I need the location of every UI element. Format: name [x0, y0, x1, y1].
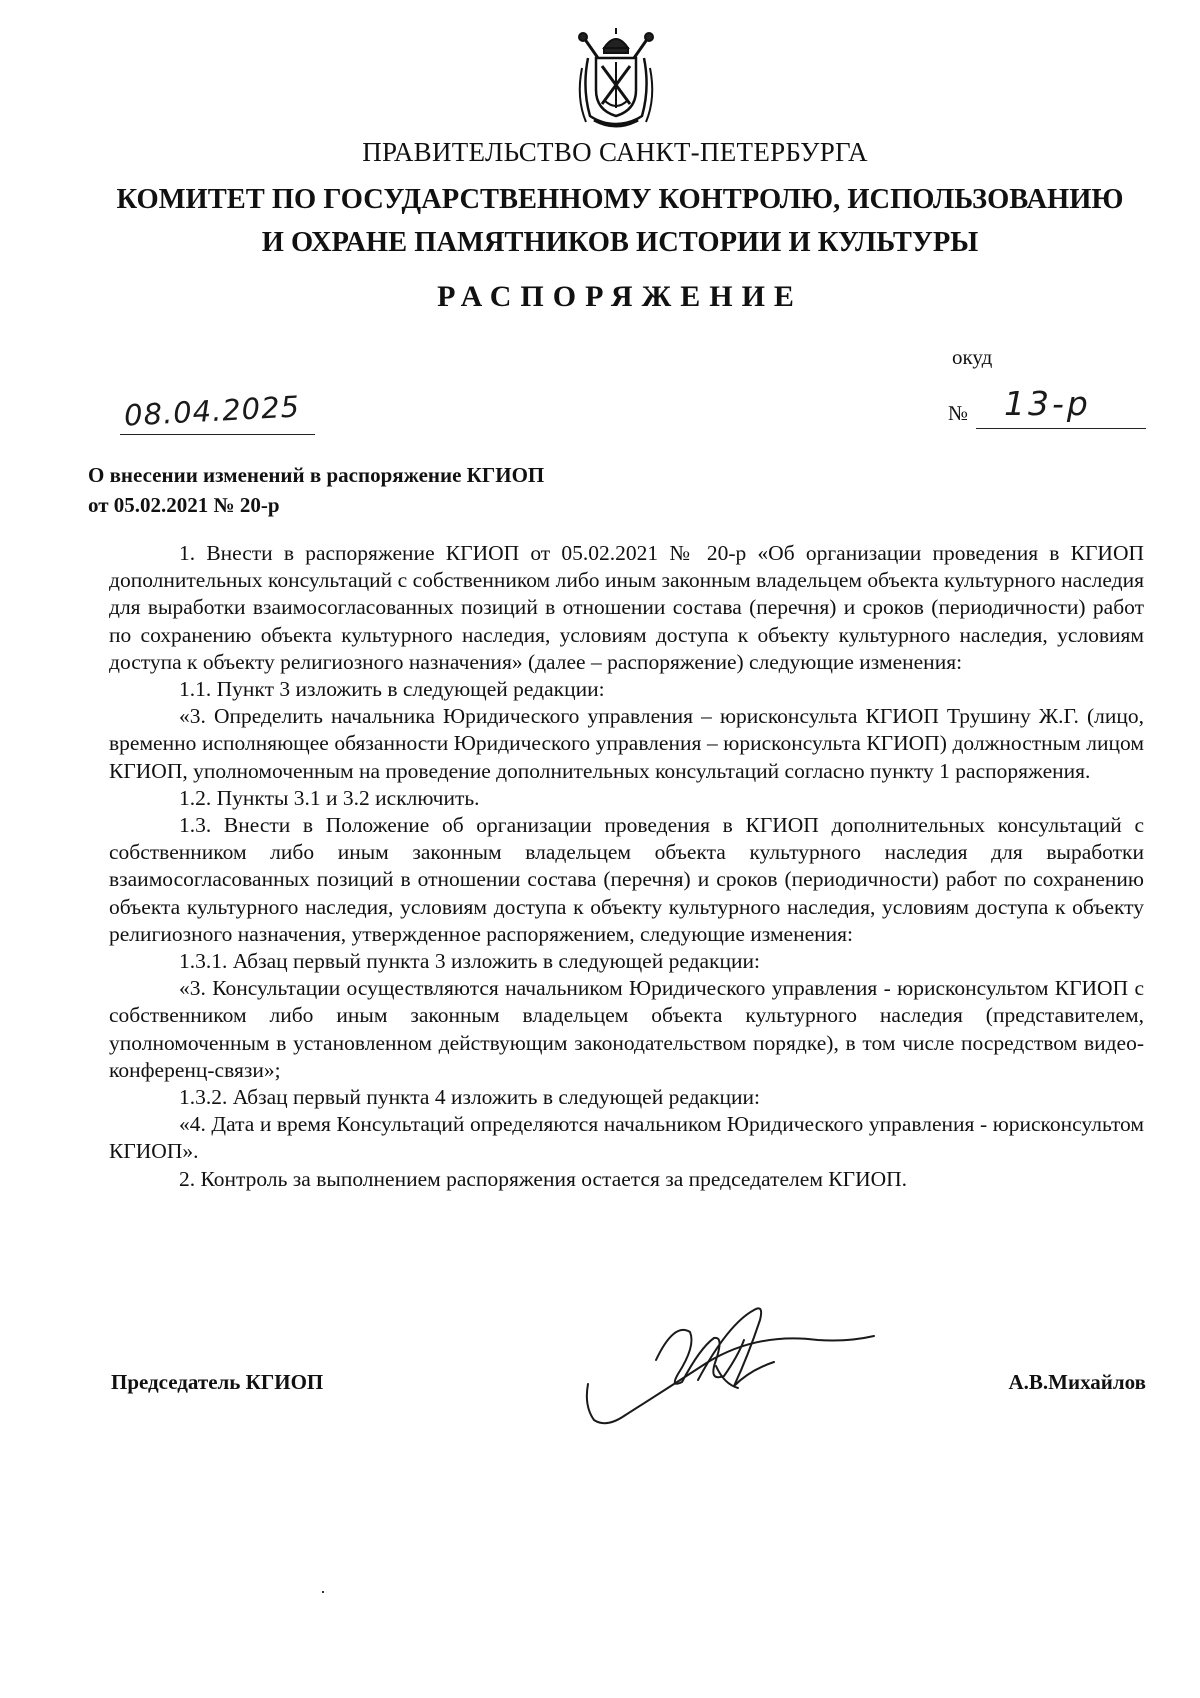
- paragraph: 1.3.1. Абзац первый пункта 3 изложить в следующей редакции:: [179, 949, 761, 974]
- handwritten-number: 13-р: [1004, 384, 1091, 423]
- paragraph: 1.2. Пункты 3.1 и 3.2 исключить.: [179, 785, 480, 810]
- document-body: [109, 540, 1144, 1193]
- document-type: РАСПОРЯЖЕНИЕ: [437, 280, 803, 313]
- paragraph: 1.3.2. Абзац первый пункта 4 изложить в следующей редакции:: [179, 1085, 761, 1110]
- number-label: №: [948, 401, 969, 425]
- paragraph: «3. Определить начальника Юридического управления – юрисконсульта КГИОП Трушину Ж.Г. (лицо, временно исполняющее обязанности Юридического управления – юрисконсульта КГИОП) должностным лицом КГИОП, уполномоченным на проведение дополнительных консультаций согласно пункту 1 распоряжения.: [109, 704, 1144, 783]
- government-title: ПРАВИТЕЛЬСТВО САНКТ-ПЕТЕРБУРГА: [362, 137, 868, 167]
- okud-label: окуд: [952, 345, 993, 369]
- date-field: [120, 389, 315, 435]
- subject-line-1: О внесении изменений в распоряжение КГИОП: [88, 463, 545, 487]
- scan-speck: [322, 1591, 324, 1593]
- paragraph: 1. Внести в распоряжение КГИОП от 05.02.2021 № 20-р «Об организации проведения в КГИОП дополнительных консультаций с собственником либо иным законным владельцем объекта культурного наследия для выработки взаимосогласованных позиций в отношении состава (перечня) и сроков (периодичности) работ по сохранению объекта культурного наследия, условиям доступа к объекту культурного наследия, условиям доступа к объекту религиозного назначения» (далее – распоряжение) следующие изменения:: [109, 541, 1144, 674]
- subject-line-2: от 05.02.2021 № 20-р: [88, 493, 280, 517]
- committee-title-line-2: И ОХРАНЕ ПАМЯТНИКОВ ИСТОРИИ И КУЛЬТУРЫ: [261, 227, 979, 258]
- signatory-name: А.В.Михайлов: [1008, 1370, 1146, 1394]
- committee-title-line-1: КОМИТЕТ ПО ГОСУДАРСТВЕННОМУ КОНТРОЛЮ, ИСПОЛЬЗОВАНИЮ: [116, 184, 1124, 215]
- handwritten-signature-icon: [578, 1296, 888, 1426]
- coat-of-arms-icon: [574, 28, 658, 130]
- committee-title: [0, 178, 1200, 264]
- handwritten-date: 08.04.2025: [123, 389, 301, 433]
- paragraph: 1.1. Пункт 3 изложить в следующей редакции:: [179, 677, 605, 702]
- paragraph: «3. Консультации осуществляются начальником Юридического управления - юрисконсультом КГИОП с собственником либо иным законным владельцем объекта культурного наследия (представителем, уполномоченным в установленном действующим законодательством порядке), в том числе посредством видео-конференц-связи»;: [109, 976, 1144, 1082]
- number-field: [976, 384, 1146, 429]
- paragraph: «4. Дата и время Консультаций определяются начальником Юридического управления - юрисконсультом КГИОП».: [109, 1112, 1144, 1164]
- document-subject: [88, 460, 544, 520]
- signatory-title: Председатель КГИОП: [111, 1370, 324, 1394]
- paragraph: 1.3. Внести в Положение об организации проведения в КГИОП дополнительных консультаций с собственником либо иным законным владельцем объекта культурного наследия для выработки взаимосогласованных позиций в отношении состава (перечня) и сроков (периодичности) работ по сохранению объекта культурного наследия, условиям доступа к объекту культурного наследия, условиям доступа к объекту религиозного назначения, утвержденное распоряжением, следующие изменения:: [109, 813, 1144, 946]
- paragraph: 2. Контроль за выполнением распоряжения остается за председателем КГИОП.: [179, 1166, 908, 1191]
